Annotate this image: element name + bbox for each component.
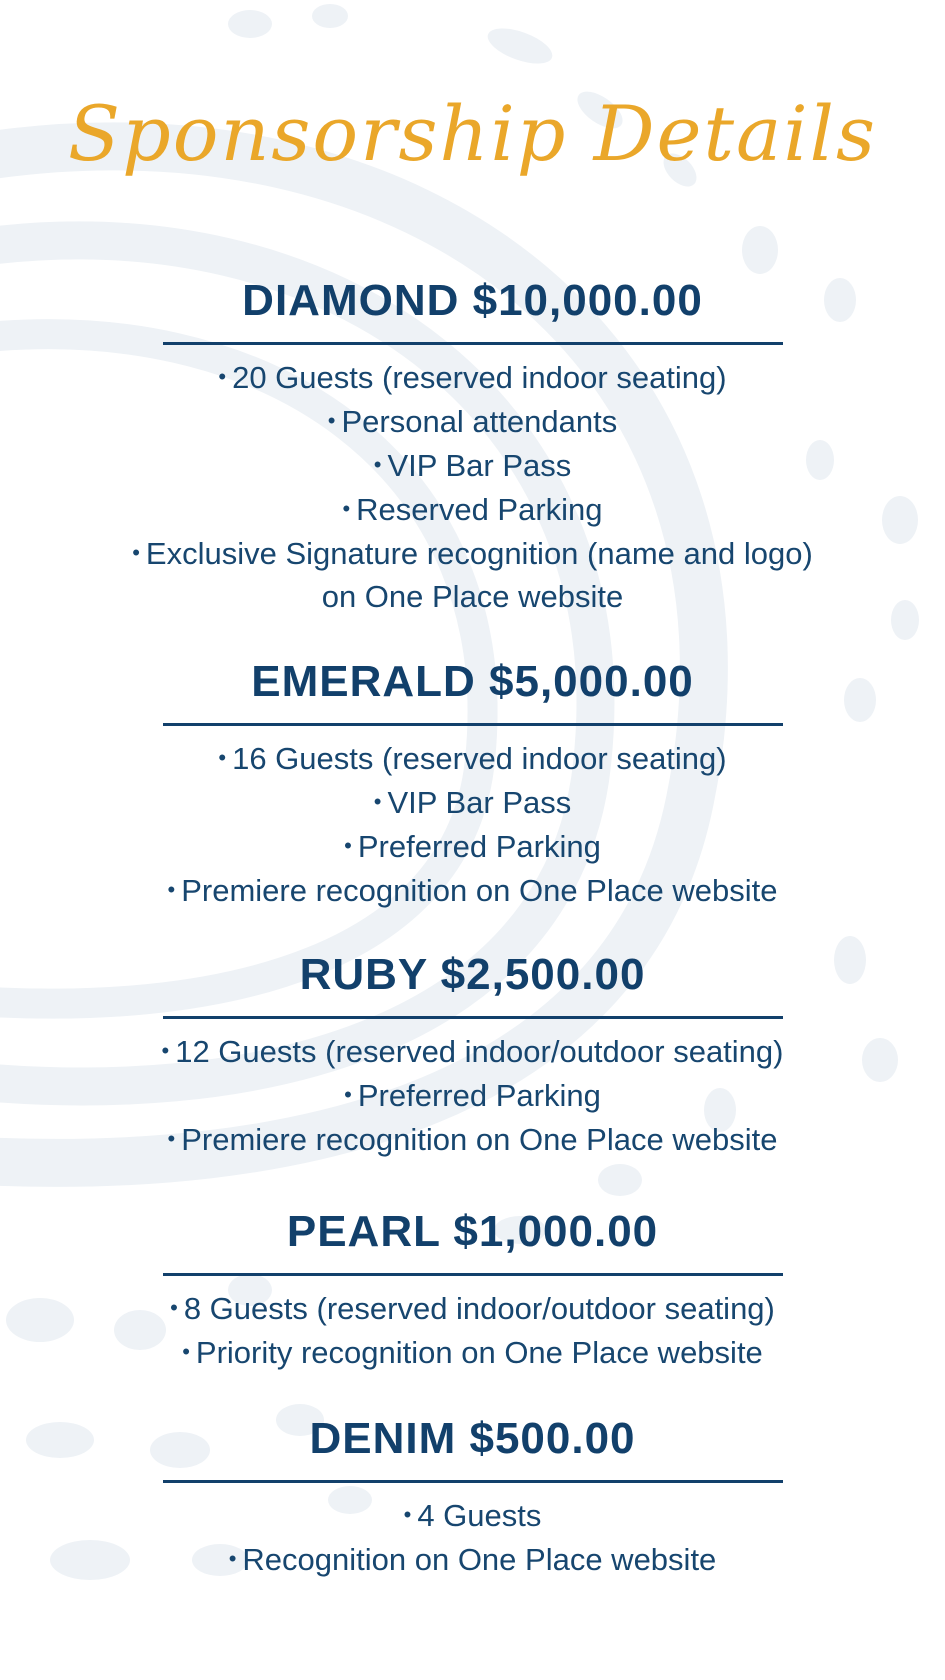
tier-denim	[0, 1414, 945, 1581]
benefit-item	[0, 1073, 945, 1117]
benefit-item	[0, 1537, 945, 1581]
benefit-item	[0, 355, 945, 399]
benefit-text: 12 Guests (reserved indoor/outdoor seating)	[175, 1034, 784, 1069]
benefit-item	[0, 443, 945, 487]
benefit-text: Personal attendants	[341, 404, 618, 439]
tier-heading: EMERALD $5,000.00	[251, 657, 694, 706]
benefit-text: 20 Guests (reserved indoor seating)	[232, 360, 727, 395]
tier-emerald	[0, 657, 945, 912]
benefit-item	[0, 531, 945, 575]
bullet-icon: •	[344, 1082, 352, 1107]
bullet-icon: •	[161, 1038, 170, 1063]
benefit-text: Exclusive Signature recognition (name and logo)	[145, 536, 813, 571]
benefit-text: Reserved Parking	[356, 492, 603, 527]
bullet-icon: •	[170, 1295, 178, 1320]
tier-heading: DIAMOND $10,000.00	[242, 276, 703, 325]
tier-heading: PEARL $1,000.00	[286, 1207, 659, 1256]
benefit-item-continuation: on One Place website	[321, 579, 624, 614]
benefit-item	[0, 868, 945, 912]
benefit-text: Premiere recognition on One Place website	[181, 873, 778, 908]
tier-diamond	[0, 276, 945, 618]
bullet-icon: •	[182, 1339, 190, 1364]
tier-divider	[163, 342, 783, 345]
benefit-text: Recognition on One Place website	[242, 1542, 717, 1577]
tier-divider	[163, 1016, 783, 1019]
benefit-text: 4 Guests	[417, 1498, 542, 1533]
benefit-item	[0, 487, 945, 531]
tier-pearl	[0, 1207, 945, 1374]
benefit-text: VIP Bar Pass	[387, 785, 572, 820]
bullet-icon: •	[403, 1502, 412, 1527]
benefit-item	[0, 780, 945, 824]
bullet-icon: •	[167, 1126, 176, 1151]
tier-heading: DENIM $500.00	[309, 1414, 636, 1463]
bullet-icon: •	[373, 789, 382, 814]
bullet-icon: •	[132, 540, 140, 565]
bullet-icon: •	[373, 452, 382, 477]
benefit-text: Priority recognition on One Place website	[195, 1335, 763, 1370]
bullet-icon: •	[218, 745, 227, 770]
benefit-item	[0, 399, 945, 443]
tier-ruby	[0, 950, 945, 1161]
benefit-text: 8 Guests (reserved indoor/outdoor seating)	[183, 1291, 775, 1326]
tier-heading: RUBY $2,500.00	[299, 950, 646, 999]
benefit-item	[0, 1330, 945, 1374]
benefit-item	[0, 1286, 945, 1330]
benefit-item	[0, 1029, 945, 1073]
benefit-item	[0, 1493, 945, 1537]
benefit-text: Preferred Parking	[357, 829, 601, 864]
benefit-text: 16 Guests (reserved indoor seating)	[232, 741, 727, 776]
benefit-item	[0, 824, 945, 868]
benefit-text: Preferred Parking	[357, 1078, 601, 1113]
bullet-icon: •	[228, 1546, 237, 1571]
page-title: Sponsorship Details	[68, 89, 877, 178]
benefit-item	[0, 736, 945, 780]
benefit-item	[0, 1117, 945, 1161]
benefit-text: VIP Bar Pass	[387, 448, 572, 483]
benefit-text: Premiere recognition on One Place website	[181, 1122, 778, 1157]
bullet-icon: •	[342, 496, 351, 521]
bullet-icon: •	[218, 364, 227, 389]
bullet-icon: •	[327, 408, 336, 433]
bullet-icon: •	[344, 833, 352, 858]
bullet-icon: •	[167, 877, 176, 902]
tier-divider	[163, 1273, 783, 1276]
tier-divider	[163, 1480, 783, 1483]
tier-divider	[163, 723, 783, 726]
